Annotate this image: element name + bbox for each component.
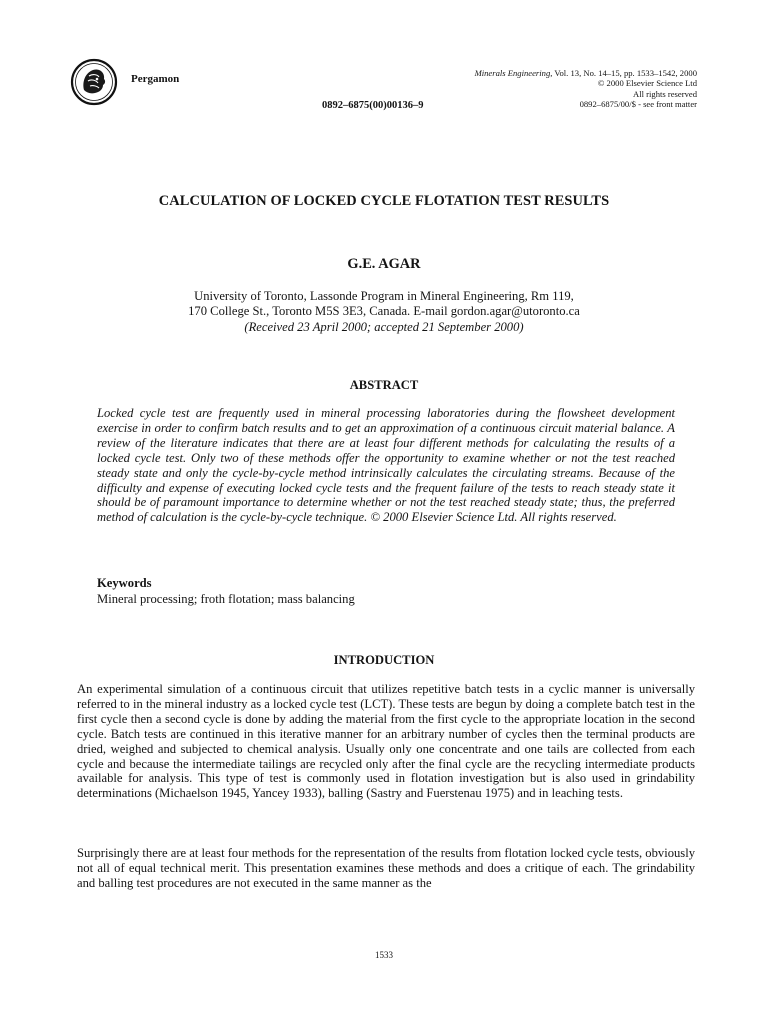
received-dates: (Received 23 April 2000; accepted 21 September 2000) xyxy=(244,319,524,334)
abstract-text: Locked cycle test are frequently used in mineral processing laboratories during the flowsheet development exercise in order to confirm batch results and to get an approximation of a continuous circuit material balance. A review of the literature indicates that there are at least four different methods for calculating the results of a locked cycle test. Only two of these methods offer the opportunity to examine whether or not the test reached steady state and only the cycle-by-cycle method intrinsically calculates the circulating streams. Because of the difficulty and expense of executing locked cycle tests and the frequent failure of the tests to reach steady state it should be of paramount importance to determine whether or not the test reached steady state; thus, the preferred method of calculation is the cycle-by-cycle technique. © 2000 Elsevier Science Ltd. All rights reserved. xyxy=(97,406,675,525)
journal-name: Minerals Engineering xyxy=(474,68,551,78)
journal-citation-block xyxy=(475,68,697,109)
affiliation-line-2: 170 College St., Toronto M5S 3E3, Canada. E-mail gordon.agar@utoronto.ca xyxy=(188,304,580,319)
abstract-heading: ABSTRACT xyxy=(349,378,419,392)
article-identifier: 0892–6875(00)00136–9 xyxy=(322,100,424,111)
article-title: CALCULATION OF LOCKED CYCLE FLOTATION TEST RESULTS xyxy=(158,193,610,209)
introduction-paragraph-2: Surprisingly there are at least four methods for the representation of the results from flotation locked cycle tests, obviously not all of equal technical merit. This presentation examines these methods and does a critique of each. The grindability and balling test procedures are not executed in the same manner as the xyxy=(77,846,695,890)
article-author: G.E. AGAR xyxy=(347,256,421,272)
affiliation-line-1: University of Toronto, Lassonde Program in Mineral Engineering, Rm 119, xyxy=(194,289,574,303)
keywords-list: Mineral processing; froth flotation; mass balancing xyxy=(97,592,355,606)
introduction-paragraph-1: An experimental simulation of a continuous circuit that utilizes repetitive batch tests in a cyclic manner is universally referred to in the mineral industry as a locked cycle test (LCT). These tests are begun by doing a complete batch test in the first cycle then a second cycle is done by adding the material from the first cycle to the appropriate location in the second cycle. Batch tests are continued in this iterative manner for an arbitrary number of cycles then the terminal products are dried, weighed and subjected to chemical analysis. Usually only one concentrate and one tails are collected from each cycle and because the intermediate tailings are recycled only after the final cycle are the recycling intermediate products available for analysis. This type of test is commonly used in flotation investigation but is also used in grindability determinations (Michaelson 1945, Yancey 1933), balling (Sastry and Fuerstenau 1975) and in leaching tests. xyxy=(77,682,695,801)
journal-citation xyxy=(475,68,697,78)
author-affiliation xyxy=(0,289,768,335)
journal-details: , Vol. 13, No. 14–15, pp. 1533–1542, 2000 xyxy=(550,68,697,78)
publisher-logo-icon xyxy=(70,58,118,106)
issn-line: 0892–6875/00/$ - see front matter xyxy=(579,98,697,109)
introduction-heading: INTRODUCTION xyxy=(333,653,435,667)
rights-line: All rights reserved xyxy=(633,88,697,99)
copyright-line: © 2000 Elsevier Science Ltd xyxy=(597,78,697,89)
keywords-heading: Keywords xyxy=(97,576,152,590)
page-number: 1533 xyxy=(375,950,393,960)
publisher-name: Pergamon xyxy=(131,73,180,85)
